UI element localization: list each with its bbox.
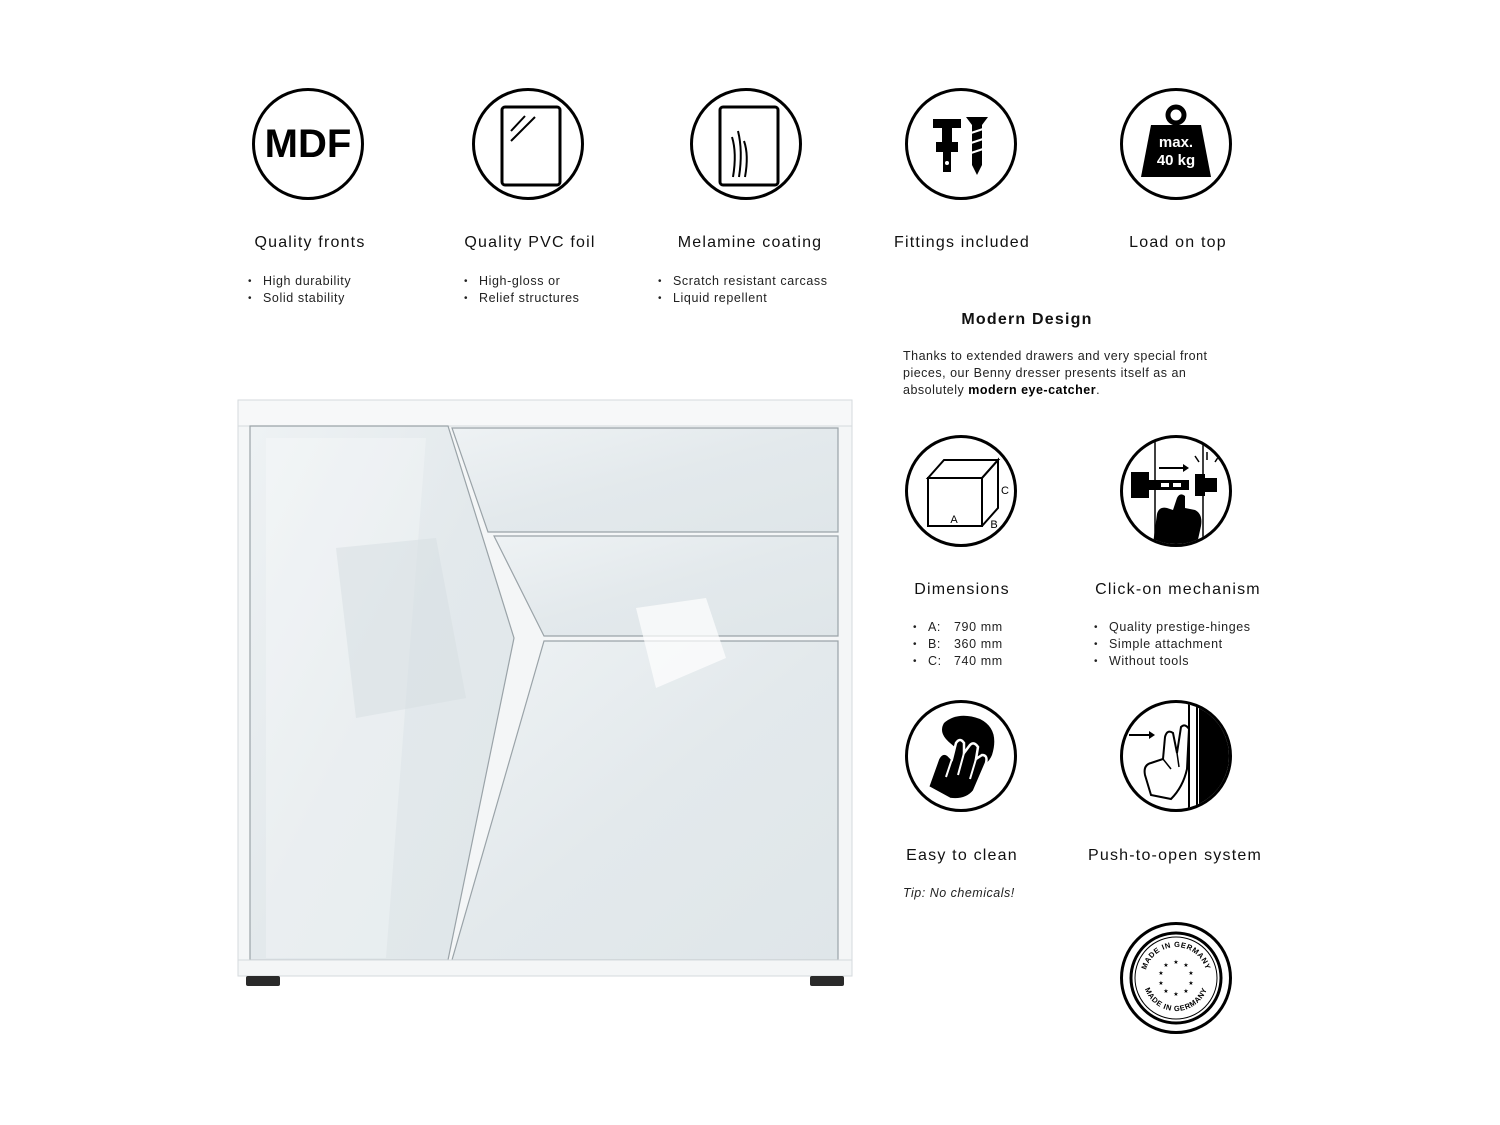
list-item — [913, 653, 1003, 670]
feature-title-fittings: Fittings included — [893, 234, 1031, 251]
fittings-icon — [905, 88, 1017, 200]
dimension-value: 790 mm — [954, 620, 1003, 634]
list-item: • Scratch resistant carcass — [658, 273, 828, 290]
modern-design-text — [903, 348, 1243, 399]
melamine-scratch-icon — [690, 88, 802, 200]
list-item — [913, 636, 1003, 653]
cleaning-hand-icon — [905, 700, 1017, 812]
modern-design-title: Modern Design — [961, 311, 1093, 328]
click-on-list — [1094, 619, 1251, 670]
feature-title-load: Load on top — [1129, 234, 1227, 251]
weight-icon — [1120, 88, 1232, 200]
modern-design-text-start: Thanks to extended drawers and very special front pieces, our Benny dresser presents itself as an absolutely — [903, 349, 1208, 397]
svg-text:★: ★ — [1173, 959, 1179, 966]
dimension-key: C: — [928, 654, 942, 668]
click-on-title: Click-on mechanism — [1095, 581, 1261, 598]
feature-bullets-pvc-foil — [464, 273, 580, 307]
dimension-value: 360 mm — [954, 637, 1003, 651]
dimension-key: B: — [928, 637, 942, 651]
svg-text:★: ★ — [1163, 962, 1169, 969]
push-open-hand-icon — [1120, 700, 1232, 812]
list-item: • Relief structures — [464, 290, 580, 307]
pvc-foil-icon — [472, 88, 584, 200]
svg-text:max.: max. — [1158, 134, 1194, 151]
feature-bullets-quality-fronts — [248, 273, 351, 307]
svg-text:C: C — [1001, 485, 1009, 497]
svg-text:A: A — [950, 514, 958, 526]
svg-text:★: ★ — [1183, 962, 1189, 969]
mdf-icon — [252, 88, 364, 200]
list-item: • Solid stability — [248, 290, 351, 307]
list-item: • Liquid repellent — [658, 290, 828, 307]
list-item: • High durability — [248, 273, 351, 290]
dimension-value: 740 mm — [954, 654, 1003, 668]
svg-text:★: ★ — [1158, 980, 1164, 987]
easy-clean-title: Easy to clean — [906, 847, 1018, 864]
click-hinge-icon — [1120, 435, 1232, 547]
list-item: • High-gloss or — [464, 273, 580, 290]
list-item — [913, 619, 1003, 636]
svg-text:MDF: MDF — [264, 122, 352, 166]
cube-dimensions-icon — [905, 435, 1017, 547]
svg-text:★: ★ — [1158, 970, 1164, 977]
svg-text:★: ★ — [1183, 988, 1189, 995]
svg-text:★: ★ — [1163, 988, 1169, 995]
modern-design-text-bold: modern eye-catcher — [968, 383, 1097, 397]
feature-title-pvc-foil: Quality PVC foil — [464, 234, 596, 251]
feature-title-quality-fronts: Quality fronts — [254, 234, 366, 251]
svg-text:B: B — [990, 519, 998, 531]
dimensions-title: Dimensions — [914, 581, 1010, 598]
svg-text:★: ★ — [1173, 991, 1179, 998]
svg-text:MADE IN GERMANY: MADE IN GERMANY — [1139, 939, 1213, 971]
svg-text:40 kg: 40 kg — [1156, 152, 1196, 169]
made-in-germany-seal-icon — [1120, 922, 1232, 1034]
push-to-open-title: Push-to-open system — [1088, 847, 1262, 864]
list-item: • Without tools — [1094, 653, 1251, 670]
svg-text:MADE IN GERMANY: MADE IN GERMANY — [1142, 986, 1210, 1014]
list-item: • Quality prestige-hinges — [1094, 619, 1251, 636]
dimension-key: A: — [928, 620, 942, 634]
easy-clean-tip: Tip: No chemicals! — [903, 886, 1015, 900]
svg-text:★: ★ — [1188, 970, 1194, 977]
svg-text:★: ★ — [1188, 980, 1194, 987]
feature-title-melamine: Melamine coating — [677, 234, 823, 251]
dimensions-list — [913, 619, 1003, 670]
feature-bullets-melamine — [658, 273, 828, 307]
dresser-illustration — [236, 398, 854, 988]
list-item: • Simple attachment — [1094, 636, 1251, 653]
modern-design-text-end: . — [1096, 383, 1101, 397]
